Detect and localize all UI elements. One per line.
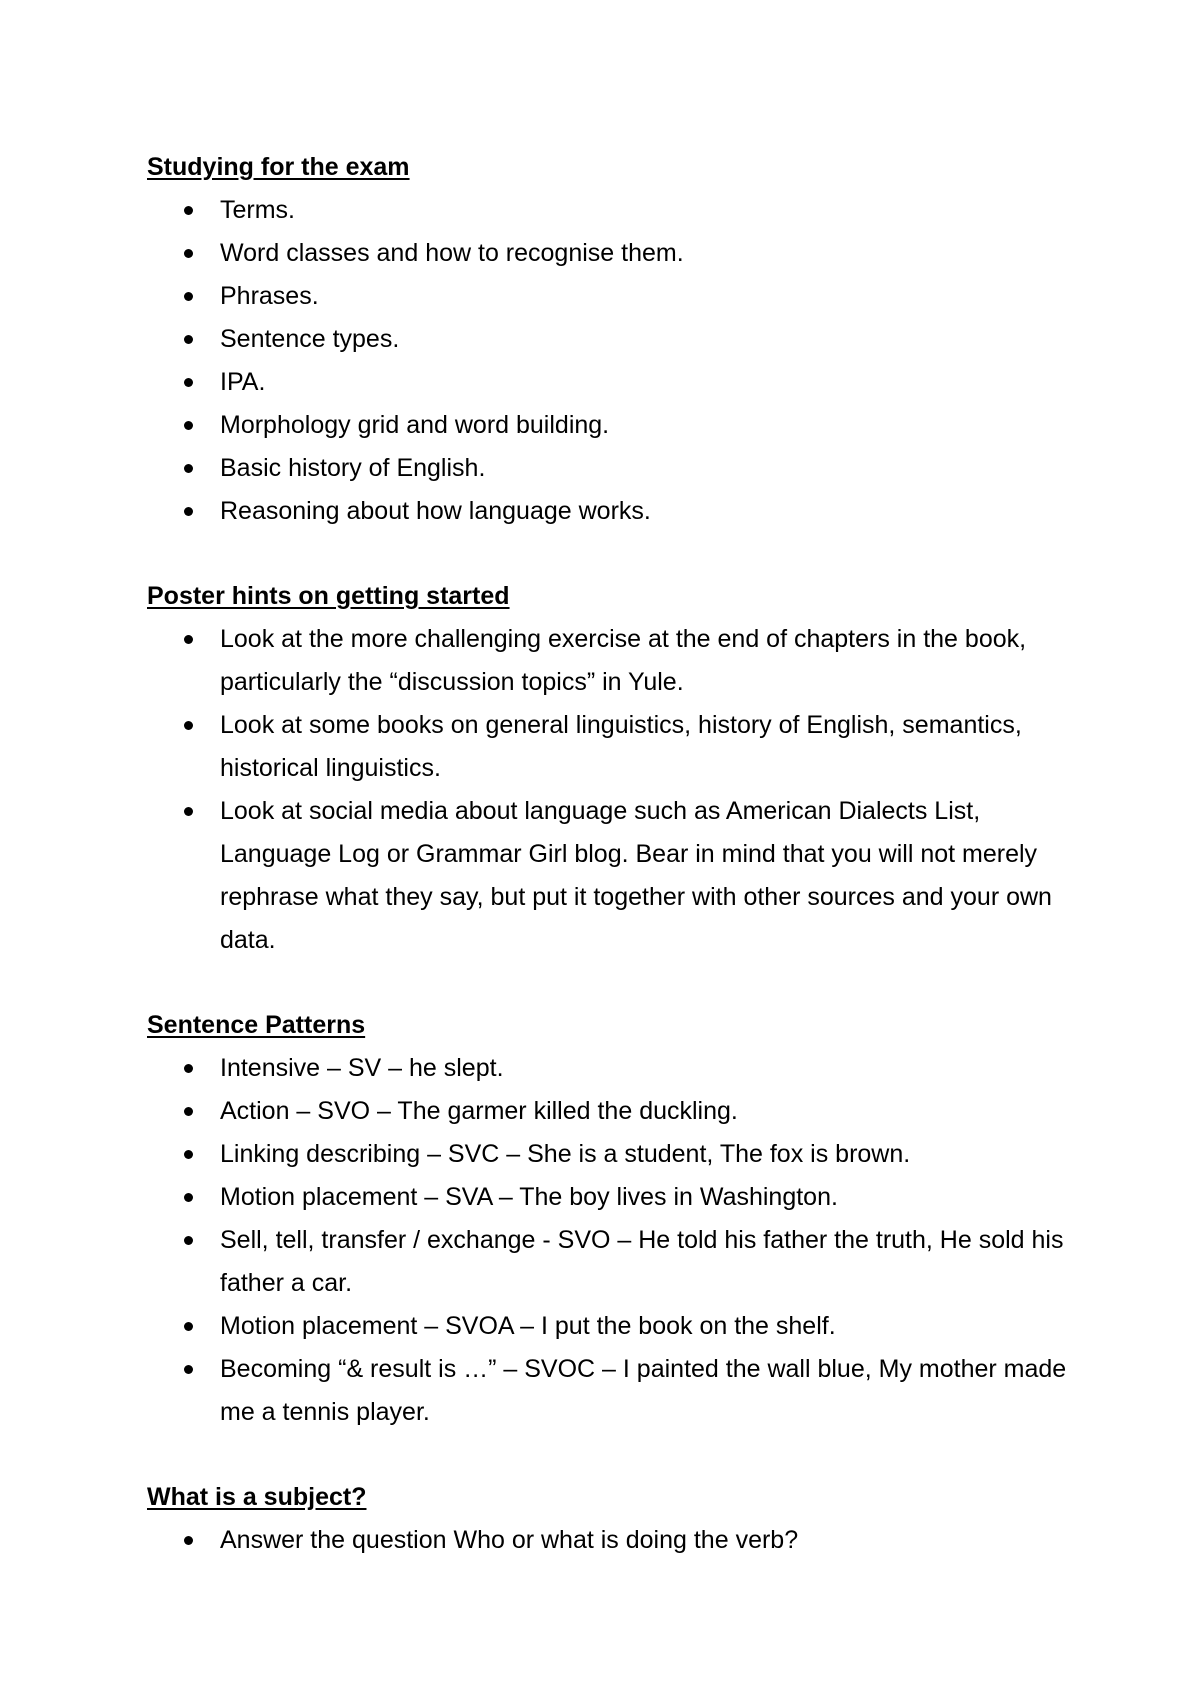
list-item-text: Sell, tell, transfer / exchange - SVO – He told his father the truth, He sold his father a car. — [220, 1226, 1064, 1297]
list-item — [147, 275, 1087, 318]
list-item — [147, 1047, 1087, 1090]
list-item-text: Morphology grid and word building. — [220, 411, 610, 439]
section-studying-for-exam — [147, 146, 1087, 533]
bullet-list — [147, 189, 1087, 533]
list-item-text: Sentence types. — [220, 325, 400, 353]
list-item — [147, 404, 1087, 447]
list-item-text: IPA. — [220, 368, 266, 396]
list-item-text: Phrases. — [220, 282, 319, 310]
bullet-list — [147, 618, 1087, 962]
section-heading: Studying for the exam — [147, 153, 410, 181]
bullet-icon — [184, 421, 193, 430]
list-item — [147, 189, 1087, 232]
list-item — [147, 232, 1087, 275]
list-item — [147, 1348, 1087, 1434]
section-poster-hints — [147, 575, 1087, 962]
list-item — [147, 704, 1087, 790]
bullet-icon — [184, 1193, 193, 1202]
list-item-text: Action – SVO – The garmer killed the duckling. — [220, 1097, 738, 1125]
list-item-text: Look at social media about language such as American Dialects List, Language Log or Grammar Girl blog. Bear in mind that you will not merely rephrase what they say, but put it together with other sources and your own data. — [220, 797, 1052, 954]
section-heading: Sentence Patterns — [147, 1011, 366, 1039]
bullet-icon — [184, 507, 193, 516]
list-item-text: Word classes and how to recognise them. — [220, 239, 684, 267]
bullet-icon — [184, 335, 193, 344]
list-item-text: Look at some books on general linguistics, history of English, semantics, historical linguistics. — [220, 711, 1022, 782]
bullet-icon — [184, 292, 193, 301]
list-item — [147, 1305, 1087, 1348]
bullet-icon — [184, 378, 193, 387]
bullet-icon — [184, 721, 193, 730]
list-item — [147, 618, 1087, 704]
section-heading: What is a subject? — [147, 1483, 367, 1511]
bullet-icon — [184, 807, 193, 816]
list-item — [147, 361, 1087, 404]
list-item — [147, 490, 1087, 533]
bullet-icon — [184, 635, 193, 644]
bullet-icon — [184, 206, 193, 215]
list-item-text: Terms. — [220, 196, 295, 224]
section-heading: Poster hints on getting started — [147, 582, 510, 610]
list-item — [147, 1219, 1087, 1305]
list-item — [147, 318, 1087, 361]
bullet-icon — [184, 1107, 193, 1116]
list-item — [147, 1090, 1087, 1133]
bullet-icon — [184, 1365, 193, 1374]
list-item-text: Motion placement – SVOA – I put the book on the shelf. — [220, 1312, 836, 1340]
list-item-text: Linking describing – SVC – She is a student, The fox is brown. — [220, 1140, 911, 1168]
bullet-icon — [184, 1322, 193, 1331]
list-item-text: Answer the question Who or what is doing the verb? — [220, 1526, 799, 1554]
list-item-text: Reasoning about how language works. — [220, 497, 651, 525]
section-sentence-patterns — [147, 1004, 1087, 1434]
list-item-text: Look at the more challenging exercise at the end of chapters in the book, particularly the “discussion topics” in Yule. — [220, 625, 1027, 696]
list-item — [147, 1519, 1087, 1562]
list-item — [147, 790, 1087, 962]
bullet-icon — [184, 1536, 193, 1545]
list-item-text: Motion placement – SVA – The boy lives in Washington. — [220, 1183, 838, 1211]
bullet-icon — [184, 1150, 193, 1159]
list-item — [147, 1176, 1087, 1219]
bullet-icon — [184, 1236, 193, 1245]
list-item-text: Basic history of English. — [220, 454, 486, 482]
section-what-is-subject — [147, 1476, 1087, 1562]
list-item — [147, 1133, 1087, 1176]
bullet-icon — [184, 1064, 193, 1073]
bullet-icon — [184, 249, 193, 258]
bullet-icon — [184, 464, 193, 473]
bullet-list — [147, 1519, 1087, 1562]
list-item-text: Becoming “& result is …” – SVOC – I painted the wall blue, My mother made me a tennis player. — [220, 1355, 1067, 1426]
list-item-text: Intensive – SV – he slept. — [220, 1054, 504, 1082]
bullet-list — [147, 1047, 1087, 1434]
list-item — [147, 447, 1087, 490]
